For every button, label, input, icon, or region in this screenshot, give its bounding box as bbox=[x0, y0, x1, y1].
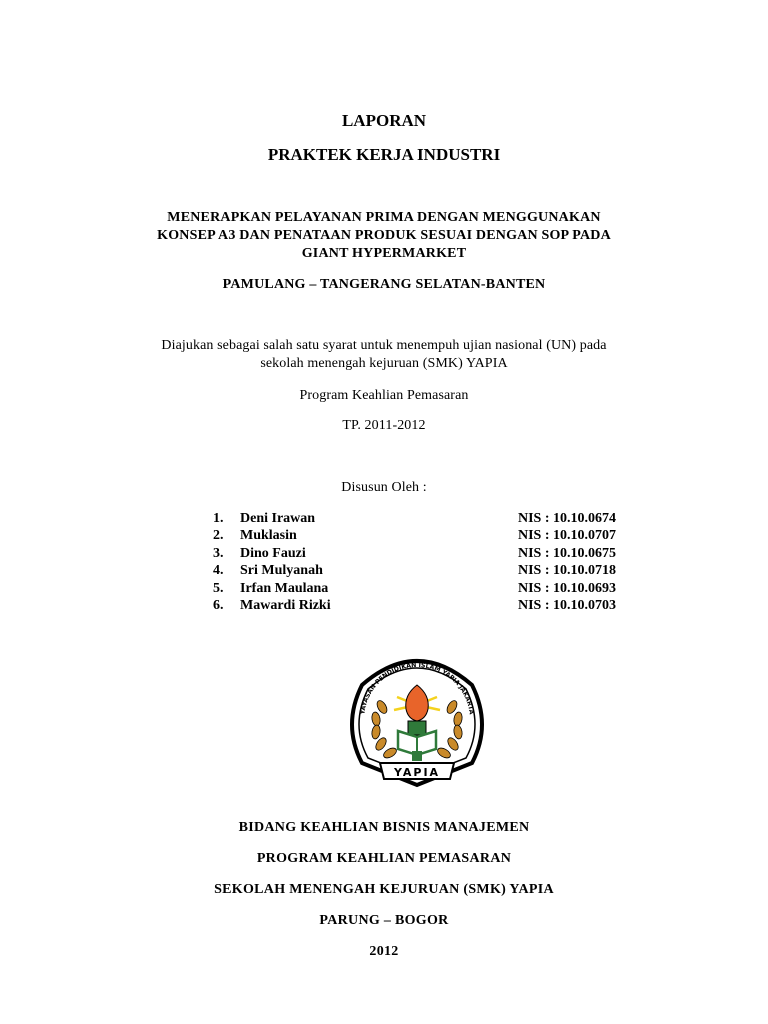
topic-line-2: KONSEP A3 DAN PENATAAN PRODUK SESUAI DENGAN SOP PADA bbox=[157, 228, 611, 243]
author-name: Deni Irawan bbox=[240, 511, 316, 526]
program-line: Program Keahlian Pemasaran bbox=[299, 388, 469, 403]
program-name: PROGRAM KEAHLIAN PEMASARAN bbox=[256, 851, 512, 866]
author-number: 1. bbox=[213, 511, 224, 526]
report-title: LAPORAN bbox=[341, 111, 427, 130]
location-line: PAMULANG – TANGERANG SELATAN-BANTEN bbox=[222, 277, 546, 292]
author-number: 3. bbox=[213, 545, 224, 561]
report-subtitle: PRAKTEK KERJA INDUSTRI bbox=[267, 145, 501, 164]
author-name: Muklasin bbox=[240, 528, 297, 544]
logo-label: YAPIA bbox=[393, 766, 441, 779]
topic-line-3: GIANT HYPERMARKET bbox=[301, 246, 467, 261]
author-number: 2. bbox=[213, 528, 224, 544]
author-nis: NIS : 10.10.0675 bbox=[518, 545, 617, 561]
footer-year: 2012 bbox=[369, 944, 399, 959]
author-row bbox=[213, 581, 633, 598]
purpose-line-1: Diajukan sebagai salah satu syarat untuk menempuh ujian nasional (UN) pada bbox=[161, 338, 607, 353]
field-name: BIDANG KEAHLIAN BISNIS MANAJEMEN bbox=[238, 820, 530, 835]
academic-year: TP. 2011-2012 bbox=[342, 418, 426, 433]
topic-line-1: MENERAPKAN PELAYANAN PRIMA DENGAN MENGGUNAKAN bbox=[167, 210, 601, 225]
compiled-by-label: Disusun Oleh : bbox=[341, 480, 427, 495]
yapia-logo bbox=[342, 645, 492, 795]
author-name: Dino Fauzi bbox=[240, 545, 306, 561]
author-number: 4. bbox=[213, 563, 224, 579]
school-name: SEKOLAH MENENGAH KEJURUAN (SMK) YAPIA bbox=[214, 882, 554, 897]
author-row bbox=[213, 528, 633, 545]
ring-text: YAYASAN PENDIDIKAN ISLAM YAPIA JAKARTA bbox=[359, 661, 475, 715]
author-row bbox=[213, 546, 633, 563]
author-row bbox=[213, 511, 633, 528]
author-number: 6. bbox=[213, 597, 224, 613]
author-row bbox=[213, 598, 633, 615]
author-nis: NIS : 10.10.0718 bbox=[518, 563, 617, 579]
author-name: Sri Mulyanah bbox=[240, 563, 323, 579]
author-nis: NIS : 10.10.0693 bbox=[518, 580, 617, 596]
author-nis: NIS : 10.10.0703 bbox=[518, 597, 617, 613]
city-name: PARUNG – BOGOR bbox=[319, 913, 449, 928]
author-nis: NIS : 10.10.0674 bbox=[518, 511, 617, 526]
figure-icon bbox=[408, 721, 426, 735]
author-name: Irfan Maulana bbox=[240, 580, 329, 596]
author-list bbox=[213, 511, 633, 615]
author-row bbox=[213, 563, 633, 580]
author-nis: NIS : 10.10.0707 bbox=[518, 528, 617, 544]
purpose-line-2: sekolah menengah kejuruan (SMK) YAPIA bbox=[260, 356, 508, 371]
author-number: 5. bbox=[213, 580, 224, 596]
author-name: Mawardi Rizki bbox=[240, 597, 331, 613]
